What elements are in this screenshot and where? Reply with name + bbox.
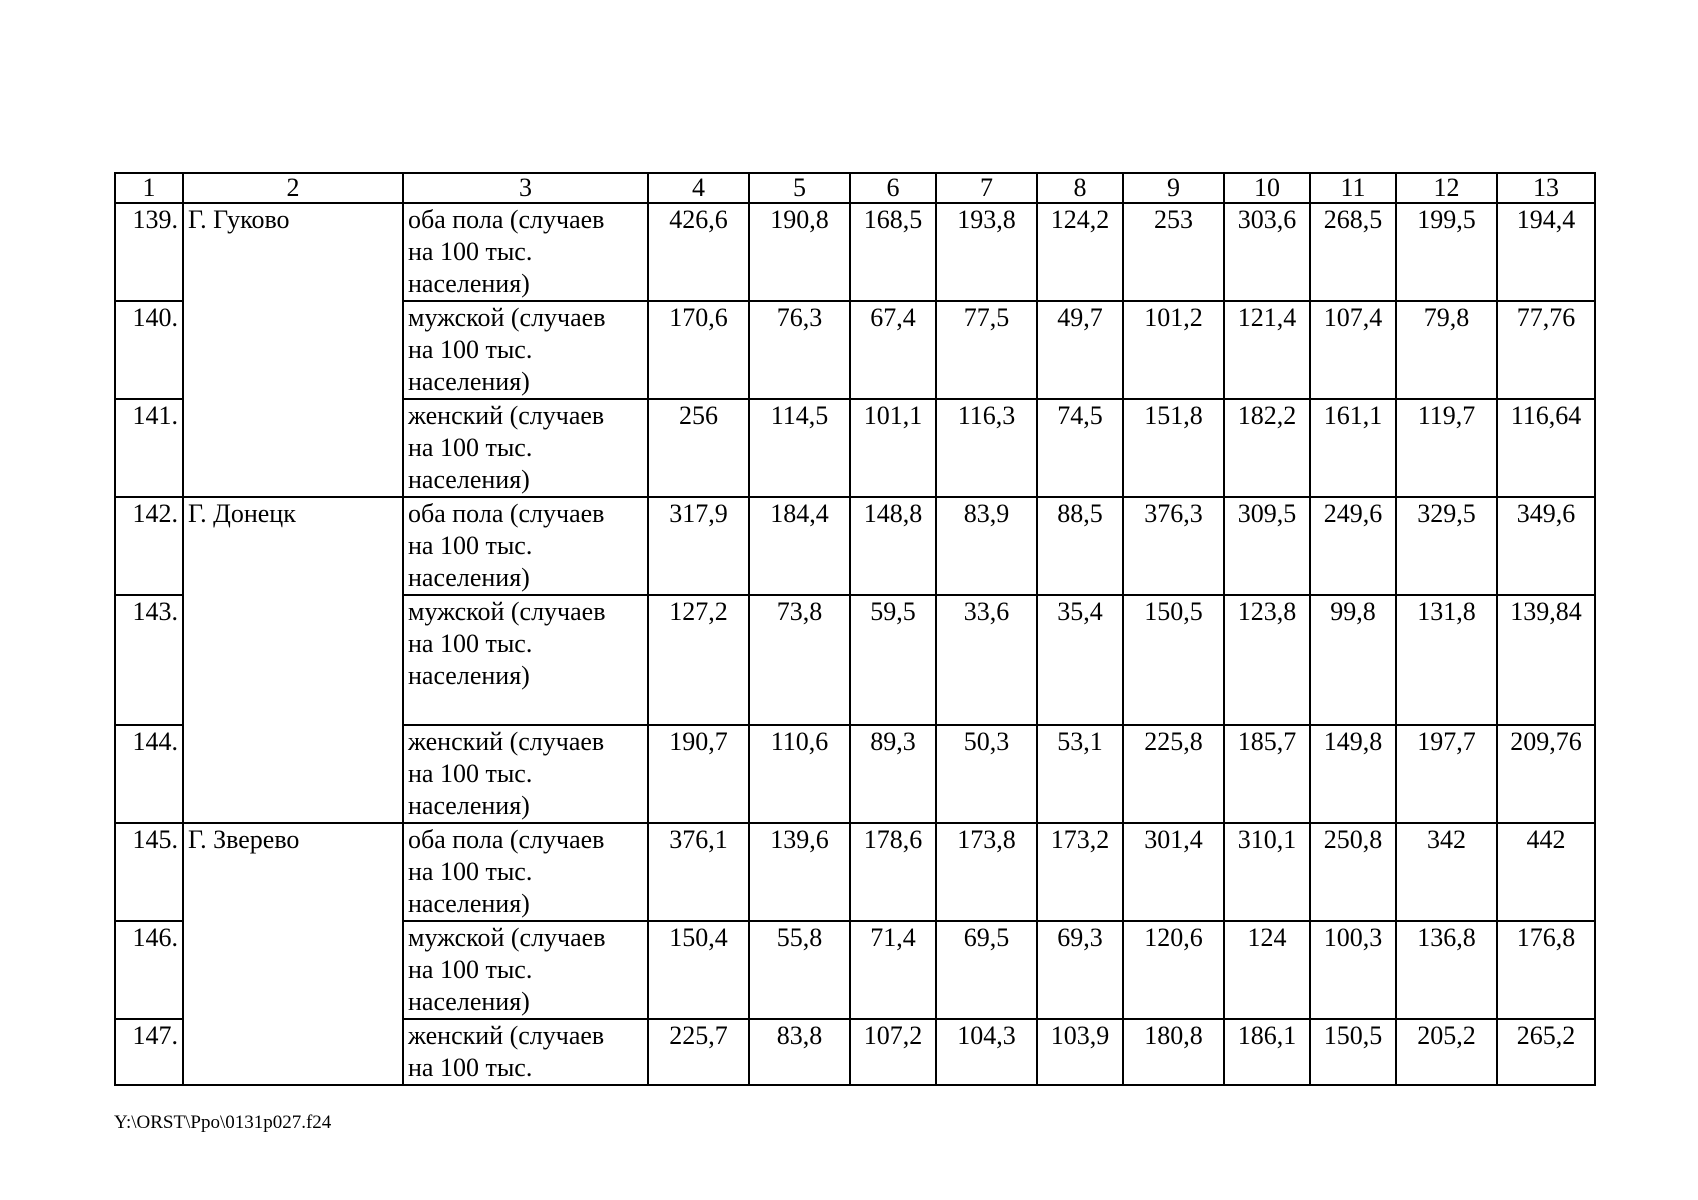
place-name: Г. Зверево	[183, 823, 403, 1085]
value-cell: 131,8	[1396, 595, 1497, 725]
description-line: на 100 тыс.	[408, 433, 533, 462]
header-row	[115, 173, 1595, 203]
value-cell: 186,1	[1224, 1019, 1310, 1085]
description-line: мужской (случаев	[408, 303, 606, 332]
description-line: женский (случаев	[408, 1021, 605, 1050]
value-cell: 342	[1396, 823, 1497, 921]
value-cell: 49,7	[1037, 301, 1123, 399]
value-cell: 249,6	[1310, 497, 1396, 595]
value-cell: 116,64	[1497, 399, 1595, 497]
indicator-description	[403, 203, 648, 301]
value-cell: 71,4	[850, 921, 936, 1019]
description-line: на 100 тыс.	[408, 1053, 533, 1082]
table-body	[115, 173, 1595, 1085]
value-cell: 225,8	[1123, 725, 1224, 823]
value-cell: 123,8	[1224, 595, 1310, 725]
value-cell: 185,7	[1224, 725, 1310, 823]
value-cell: 150,5	[1123, 595, 1224, 725]
value-cell: 59,5	[850, 595, 936, 725]
description-line: на 100 тыс.	[408, 955, 533, 984]
indicator-description	[403, 725, 648, 823]
description-line: на 100 тыс.	[408, 857, 533, 886]
description-line: на 100 тыс.	[408, 237, 533, 266]
value-cell: 376,1	[648, 823, 749, 921]
header-cell: 4	[648, 173, 749, 203]
value-cell: 139,84	[1497, 595, 1595, 725]
row-number: 139.	[115, 203, 183, 301]
value-cell: 127,2	[648, 595, 749, 725]
description-line: мужской (случаев	[408, 597, 606, 626]
header-cell: 8	[1037, 173, 1123, 203]
value-cell: 168,5	[850, 203, 936, 301]
indicator-description	[403, 595, 648, 725]
value-cell: 173,2	[1037, 823, 1123, 921]
value-cell: 116,3	[936, 399, 1037, 497]
indicator-description	[403, 823, 648, 921]
row-number: 146.	[115, 921, 183, 1019]
value-cell: 150,5	[1310, 1019, 1396, 1085]
row-number: 140.	[115, 301, 183, 399]
value-cell: 69,5	[936, 921, 1037, 1019]
value-cell: 250,8	[1310, 823, 1396, 921]
value-cell: 197,7	[1396, 725, 1497, 823]
value-cell: 150,4	[648, 921, 749, 1019]
description-line: оба пола (случаев	[408, 205, 605, 234]
value-cell: 193,8	[936, 203, 1037, 301]
value-cell: 309,5	[1224, 497, 1310, 595]
description-line: мужской (случаев	[408, 923, 606, 952]
value-cell: 329,5	[1396, 497, 1497, 595]
row-number: 142.	[115, 497, 183, 595]
value-cell: 301,4	[1123, 823, 1224, 921]
value-cell: 148,8	[850, 497, 936, 595]
indicator-description	[403, 1019, 648, 1085]
value-cell: 121,4	[1224, 301, 1310, 399]
indicator-description	[403, 921, 648, 1019]
value-cell: 99,8	[1310, 595, 1396, 725]
file-path-footer: Y:\ORST\Ppo\0131p027.f24	[114, 1112, 332, 1133]
value-cell: 83,9	[936, 497, 1037, 595]
description-line: на 100 тыс.	[408, 531, 533, 560]
value-cell: 35,4	[1037, 595, 1123, 725]
value-cell: 190,7	[648, 725, 749, 823]
value-cell: 225,7	[648, 1019, 749, 1085]
description-line: женский (случаев	[408, 401, 605, 430]
value-cell: 265,2	[1497, 1019, 1595, 1085]
place-name: Г. Донецк	[183, 497, 403, 823]
value-cell: 55,8	[749, 921, 850, 1019]
value-cell: 178,6	[850, 823, 936, 921]
value-cell: 253	[1123, 203, 1224, 301]
value-cell: 89,3	[850, 725, 936, 823]
value-cell: 103,9	[1037, 1019, 1123, 1085]
description-line: населения)	[408, 269, 530, 298]
header-cell: 5	[749, 173, 850, 203]
row-number: 141.	[115, 399, 183, 497]
value-cell: 107,2	[850, 1019, 936, 1085]
description-line: на 100 тыс.	[408, 335, 533, 364]
value-cell: 376,3	[1123, 497, 1224, 595]
value-cell: 73,8	[749, 595, 850, 725]
value-cell: 77,76	[1497, 301, 1595, 399]
indicator-description	[403, 301, 648, 399]
table-row	[115, 203, 1595, 301]
value-cell: 50,3	[936, 725, 1037, 823]
row-number: 144.	[115, 725, 183, 823]
value-cell: 194,4	[1497, 203, 1595, 301]
value-cell: 349,6	[1497, 497, 1595, 595]
indicator-description	[403, 399, 648, 497]
value-cell: 77,5	[936, 301, 1037, 399]
value-cell: 161,1	[1310, 399, 1396, 497]
table-row	[115, 497, 1595, 595]
row-number: 147.	[115, 1019, 183, 1085]
header-cell: 3	[403, 173, 648, 203]
value-cell: 426,6	[648, 203, 749, 301]
value-cell: 33,6	[936, 595, 1037, 725]
value-cell: 205,2	[1396, 1019, 1497, 1085]
header-cell: 6	[850, 173, 936, 203]
value-cell: 180,8	[1123, 1019, 1224, 1085]
indicator-description	[403, 497, 648, 595]
value-cell: 176,8	[1497, 921, 1595, 1019]
value-cell: 268,5	[1310, 203, 1396, 301]
place-name: Г. Гуково	[183, 203, 403, 497]
value-cell: 101,2	[1123, 301, 1224, 399]
value-cell: 256	[648, 399, 749, 497]
table-row	[115, 823, 1595, 921]
value-cell: 120,6	[1123, 921, 1224, 1019]
description-line: населения)	[408, 791, 530, 820]
value-cell: 76,3	[749, 301, 850, 399]
value-cell: 119,7	[1396, 399, 1497, 497]
header-cell: 11	[1310, 173, 1396, 203]
header-cell: 10	[1224, 173, 1310, 203]
row-number: 143.	[115, 595, 183, 725]
description-line: оба пола (случаев	[408, 499, 605, 528]
value-cell: 69,3	[1037, 921, 1123, 1019]
description-line: населения)	[408, 889, 530, 918]
value-cell: 74,5	[1037, 399, 1123, 497]
value-cell: 136,8	[1396, 921, 1497, 1019]
value-cell: 303,6	[1224, 203, 1310, 301]
header-cell: 1	[115, 173, 183, 203]
value-cell: 151,8	[1123, 399, 1224, 497]
value-cell: 88,5	[1037, 497, 1123, 595]
description-line: населения)	[408, 987, 530, 1016]
description-line: оба пола (случаев	[408, 825, 605, 854]
value-cell: 190,8	[749, 203, 850, 301]
value-cell: 199,5	[1396, 203, 1497, 301]
header-cell: 2	[183, 173, 403, 203]
data-table	[114, 172, 1596, 1086]
value-cell: 107,4	[1310, 301, 1396, 399]
value-cell: 139,6	[749, 823, 850, 921]
description-line: населения)	[408, 563, 530, 592]
header-cell: 9	[1123, 173, 1224, 203]
value-cell: 124	[1224, 921, 1310, 1019]
description-line: на 100 тыс.	[408, 629, 533, 658]
description-line: на 100 тыс.	[408, 759, 533, 788]
value-cell: 79,8	[1396, 301, 1497, 399]
value-cell: 114,5	[749, 399, 850, 497]
value-cell: 182,2	[1224, 399, 1310, 497]
description-line: населения)	[408, 367, 530, 396]
value-cell: 317,9	[648, 497, 749, 595]
value-cell: 442	[1497, 823, 1595, 921]
value-cell: 149,8	[1310, 725, 1396, 823]
value-cell: 310,1	[1224, 823, 1310, 921]
description-line: женский (случаев	[408, 727, 605, 756]
value-cell: 101,1	[850, 399, 936, 497]
value-cell: 110,6	[749, 725, 850, 823]
value-cell: 104,3	[936, 1019, 1037, 1085]
value-cell: 83,8	[749, 1019, 850, 1085]
value-cell: 53,1	[1037, 725, 1123, 823]
value-cell: 100,3	[1310, 921, 1396, 1019]
value-cell: 184,4	[749, 497, 850, 595]
header-cell: 13	[1497, 173, 1595, 203]
description-line: населения)	[408, 465, 530, 494]
value-cell: 209,76	[1497, 725, 1595, 823]
row-number: 145.	[115, 823, 183, 921]
header-cell: 12	[1396, 173, 1497, 203]
value-cell: 124,2	[1037, 203, 1123, 301]
description-line: населения)	[408, 661, 530, 690]
value-cell: 67,4	[850, 301, 936, 399]
value-cell: 170,6	[648, 301, 749, 399]
header-cell: 7	[936, 173, 1037, 203]
value-cell: 173,8	[936, 823, 1037, 921]
